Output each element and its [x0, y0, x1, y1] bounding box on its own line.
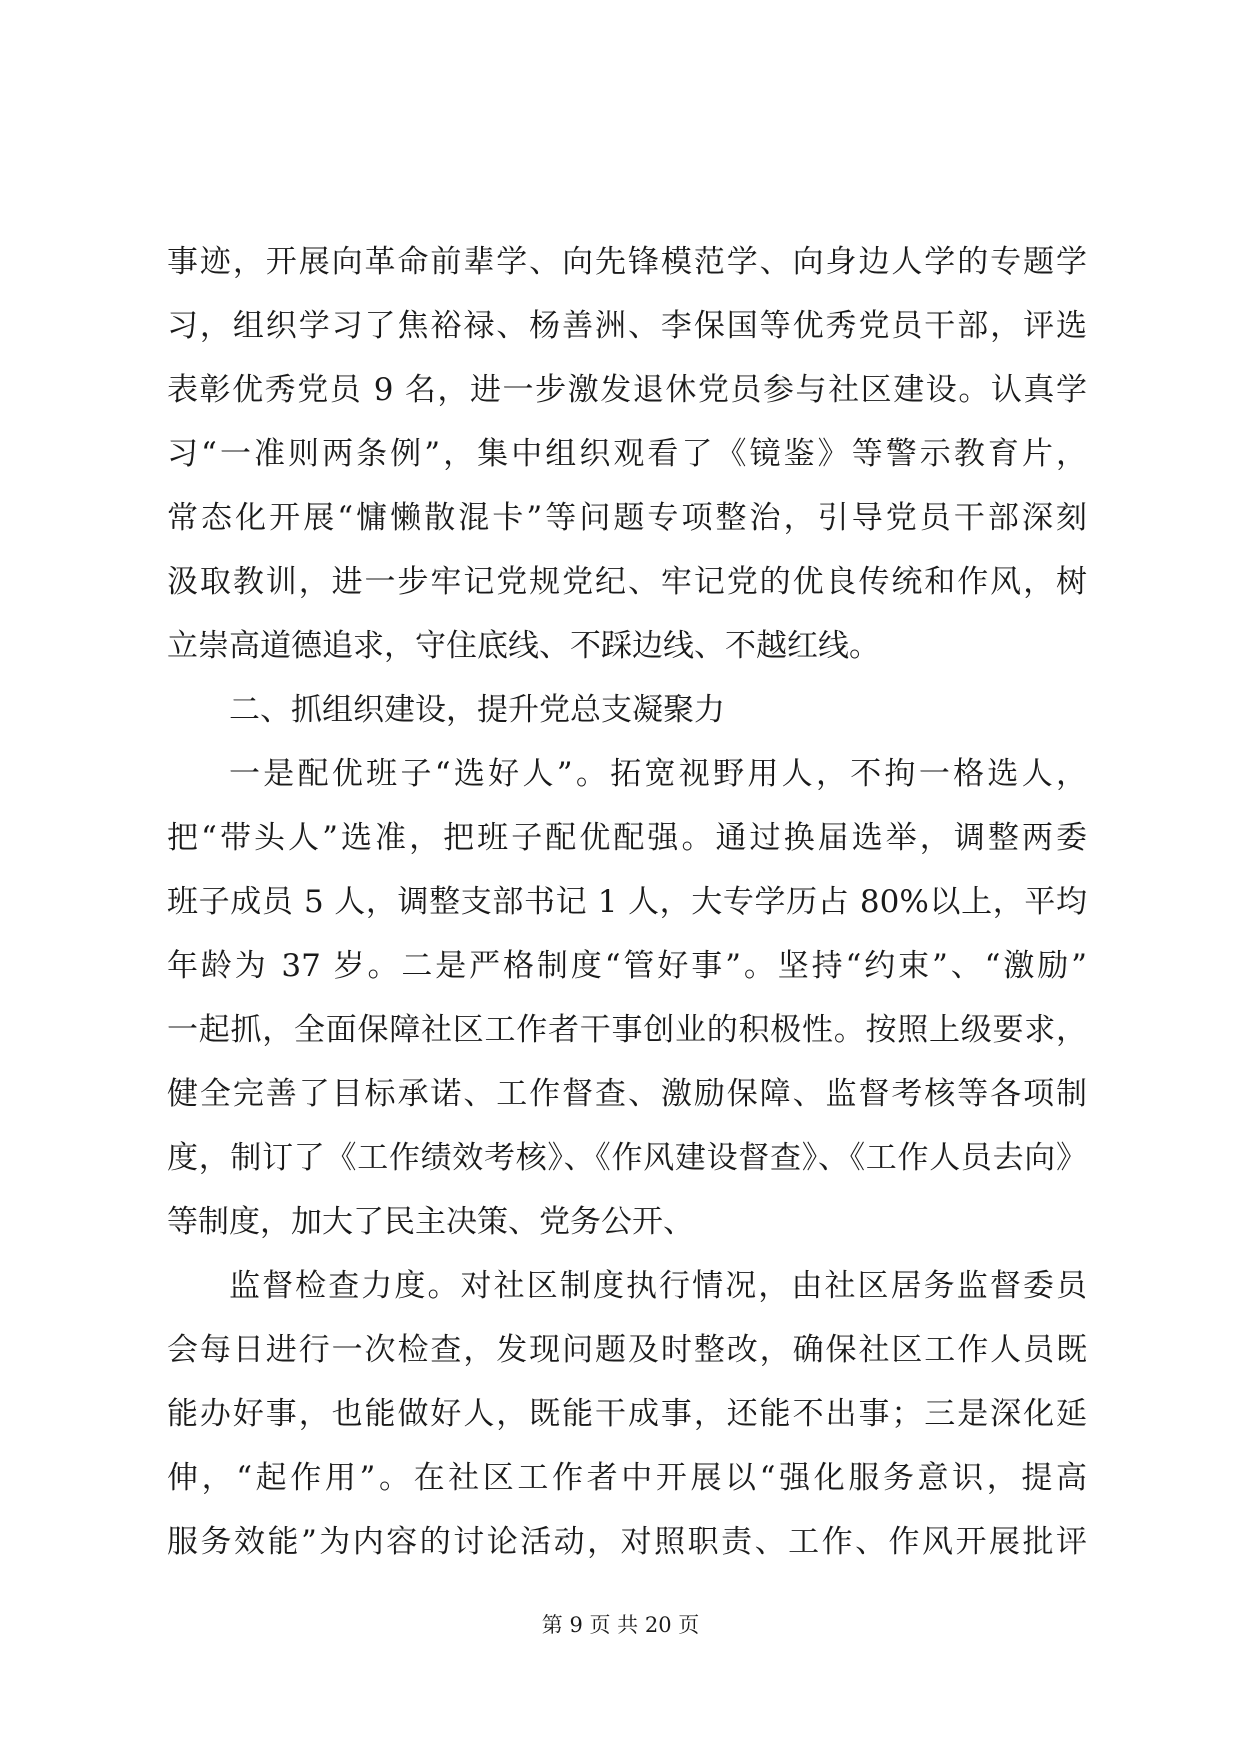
text-line: 常态化开展“慵懒散混卡”等问题专项整治，引导党员干部深刻 [167, 500, 1087, 536]
text-line: 习，组织学习了焦裕禄、杨善洲、李保国等优秀党员干部，评选 [167, 308, 1087, 344]
page-number-label: 第 9 页 共 20 页 [541, 1613, 700, 1637]
text-line: 健全完善了目标承诺、工作督查、激励保障、监督考核等各项制 [167, 1076, 1087, 1112]
text-line: 习“一准则两条例”，集中组织观看了《镜鉴》等警示教育片， [167, 436, 1087, 472]
text-line: 监督检查力度。对社区制度执行情况，由社区居务监督委员 [229, 1268, 1087, 1304]
text-line: 把“带头人”选准，把班子配优配强。通过换届选举，调整两委 [167, 820, 1087, 856]
section-heading: 二、抓组织建设，提升党总支凝聚力 [229, 692, 725, 728]
text-line: 等制度，加大了民主决策、党务公开、 [167, 1204, 694, 1240]
text-line: 汲取教训，进一步牢记党规党纪、牢记党的优良传统和作风，树 [167, 564, 1087, 600]
text-line: 表彰优秀党员 9 名，进一步激发退休党员参与社区建设。认真学 [167, 372, 1087, 408]
text-line: 能办好事，也能做好人，既能干成事，还能不出事；三是深化延 [167, 1396, 1087, 1432]
page-footer [0, 1610, 1241, 1640]
text-line: 一起抓，全面保障社区工作者干事创业的积极性。按照上级要求， [167, 1012, 1087, 1048]
body-text [167, 230, 1087, 1574]
text-line: 度，制订了《工作绩效考核》、《作风建设督查》、《工作人员去向》 [167, 1140, 1087, 1176]
text-line: 会每日进行一次检查，发现问题及时整改，确保社区工作人员既 [167, 1332, 1087, 1368]
text-line: 服务效能”为内容的讨论活动，对照职责、工作、作风开展批评 [167, 1524, 1087, 1560]
text-line: 年龄为 37 岁。二是严格制度“管好事”。坚持“约束”、“激励” [167, 948, 1087, 984]
text-line: 班子成员 5 人，调整支部书记 1 人，大专学历占 80%以上，平均 [167, 884, 1087, 920]
text-line: 事迹，开展向革命前辈学、向先锋模范学、向身边人学的专题学 [167, 244, 1087, 280]
text-line: 伸，“起作用”。在社区工作者中开展以“强化服务意识，提高 [167, 1460, 1087, 1496]
text-line: 立崇高道德追求，守住底线、不踩边线、不越红线。 [167, 628, 880, 664]
text-line: 一是配优班子“选好人”。拓宽视野用人，不拘一格选人， [229, 756, 1087, 792]
